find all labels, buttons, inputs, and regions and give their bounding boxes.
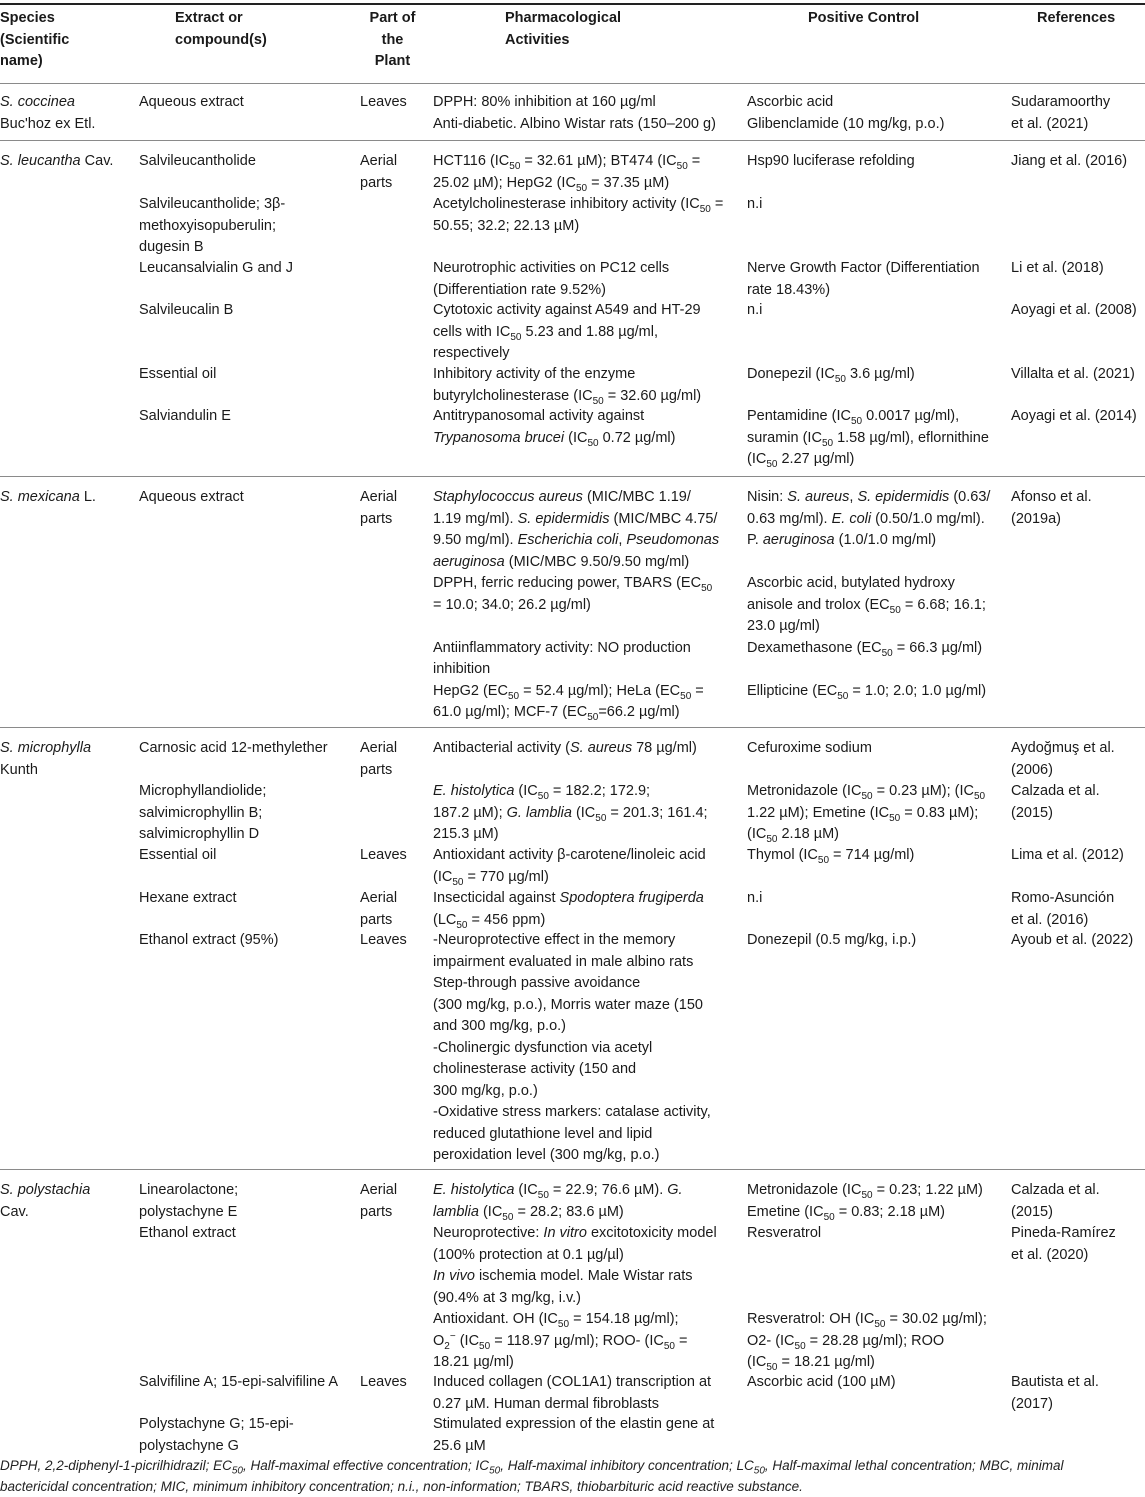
divider: [0, 83, 1145, 84]
extract-cell: Aqueous extract: [139, 94, 244, 110]
activity-cell: Staphylococcus aureus (MIC/MBC 1.19/ 1.19 mg/ml). S. epidermidis (MIC/MBC 4.75/ 9.50 mg/ml). Escherichia coli, Pseudomonas aeruginosa (MIC/MBC 9.50/9.50 mg/ml) DPPH, ferric reducing power, TBARS ($EC_{50}$ = 10.0; 34.0; 26.2 µg/ml) Antiinflammatory activity: NO production inhibition HepG2 ($EC_{50} = 52.4$ µg/ml); HeLa ($EC_{50}$ = 61.0 µg/ml); MCF-7 ($EC_{50}=66.2$ µg/ml): [433, 489, 720, 723]
activity-cell: Neurotrophic activities on PC12 cells (Differentiation rate 9.52%): [433, 260, 670, 298]
reference-cell: Aoyagi et al. (2014): [1011, 408, 1137, 424]
extract-cell: Essential oil: [139, 366, 217, 382]
extract-cell: Microphyllandiolide; salvimicrophyllin B; salvimicrophyllin D: [139, 783, 267, 842]
header-species: Species (Scientific name): [0, 10, 70, 69]
divider: [0, 140, 1145, 141]
extract-cell: Ethanol extract (95%): [139, 932, 279, 948]
activity-cell: Inhibitory activity of the enzyme butyrylcholinesterase ($IC_{50} = 32.60$ µg/ml): [433, 366, 702, 407]
extract-cell: Salvileucantholide; 3β- methoxyisopuberulin; dugesin B: [139, 196, 286, 255]
header-control: Positive Control: [808, 10, 920, 26]
extract-cell: Salvifiline A; 15-epi-salvifiline A: [139, 1374, 339, 1390]
positive-control-cell: n.i: [747, 302, 763, 318]
positive-control-cell: Thymol ($IC_{50} = 714$ µg/ml): [747, 847, 915, 866]
plant-part-cell: Aerial parts: [360, 740, 398, 778]
reference-cell: Ayoub et al. (2022): [1011, 932, 1134, 948]
species-cell: S. microphylla Kunth: [0, 740, 92, 778]
divider: [0, 476, 1145, 477]
header-part: Part of the Plant: [369, 10, 416, 69]
positive-control-cell: n.i: [747, 890, 763, 906]
activity-cell: HCT116 ($IC_{50} = 32.61$ µM); BT474 ($IC_{50}$ = 25.02 µM); HepG2 ($IC_{50} = 37.35$ µM): [433, 153, 701, 194]
extract-cell: Linearolactone; polystachyne E: [139, 1182, 239, 1220]
positive-control-cell: Nerve Growth Factor (Differentiation rate 18.43%): [747, 260, 980, 298]
reference-cell: Sudaramoorthy et al. (2021): [1011, 94, 1111, 132]
divider: [0, 727, 1145, 728]
plant-part-cell: Aerial parts: [360, 890, 398, 928]
extract-cell: Aqueous extract: [139, 489, 244, 505]
plant-part-cell: Leaves: [360, 932, 407, 948]
positive-control-cell: Hsp90 luciferase refolding: [747, 153, 915, 169]
plant-part-cell: Leaves: [360, 847, 407, 863]
extract-cell: Ethanol extract: [139, 1225, 236, 1241]
reference-cell: Calzada et al. (2015): [1011, 1182, 1100, 1220]
positive-control-cell: Pentamidine ($IC_{50}$ 0.0017 µg/ml), suramin ($IC_{50}$ 1.58 µg/ml), eflornithine ($IC_{50}$ 2.27 µg/ml): [747, 408, 989, 470]
plant-part-cell: Aerial parts: [360, 489, 398, 527]
reference-cell: Jiang et al. (2016): [1011, 153, 1128, 169]
positive-control-cell: Donezepil (0.5 mg/kg, i.p.): [747, 932, 917, 948]
activity-cell: Cytotoxic activity against A549 and HT-29 cells with $IC_{50}$ 5.23 and 1.88 µg/ml, respectively: [433, 302, 701, 361]
header-activities: Pharmacological Activities: [505, 10, 622, 48]
positive-control-cell: Nisin: S. aureus, S. epidermidis (0.63/ 0.63 mg/ml). E. coli (0.50/1.0 mg/ml). P. aeruginosa (1.0/1.0 mg/ml) Ascorbic acid, butylated hydroxy anisole and trolox ($EC_{50} = 6.68$; 16.1; 23.0 µg/ml) Dexamethasone ($EC_{50} = 66.3$ µg/ml) Ellipticine ($EC_{50} = 1.0$; 2.0; 1.0 µg/ml): [747, 489, 991, 702]
species-cell: S. polystachia Cav.: [0, 1182, 91, 1220]
activity-cell: -Neuroprotective effect in the memory impairment evaluated in male albino rats Step-through passive avoidance (300 mg/kg, p.o.), Morris water maze (150 and 300 mg/kg, p.o.) -Cholinergic dysfunction via acetyl cholinesterase activity (150 and 300 mg/kg, p.o.) -Oxidative stress markers: catalase activity, reduced glutathione level and lipid peroxidation level (300 mg/kg, p.o.): [433, 932, 711, 1163]
table-footnote: DPPH, 2,2-diphenyl-1-picrilhidrazil; $EC_{50}$, Half-maximal effective concentration; $IC_{50}$, Half-maximal inhibitory concentration; $LC_{50}$, Half-maximal lethal concentration; MBC, minimal bactericidal concentration; MIC, minimum inhibitory concentration; n.i., non-information; TBARS, thiobarbituric acid reactive substance.: [0, 1458, 1064, 1494]
activity-cell: Insecticidal against Spodoptera frugiperda ($LC_{50} = 456$ ppm): [433, 890, 704, 931]
plant-part-cell: Aerial parts: [360, 153, 398, 191]
positive-control-cell: Metronidazole ($IC_{50} = 0.23$; 1.22 µM) Emetine ($IC_{50} = 0.83$; 2.18 µM): [747, 1182, 983, 1223]
extract-cell: Leucansalvialin G and J: [139, 260, 293, 276]
extract-cell: Salviandulin E: [139, 408, 231, 424]
reference-cell: Bautista et al. (2017): [1011, 1374, 1099, 1412]
positive-control-cell: Ascorbic acid Glibenclamide (10 mg/kg, p.o.): [747, 94, 945, 132]
reference-cell: Lima et al. (2012): [1011, 847, 1124, 863]
header-extract: Extract or compound(s): [175, 10, 267, 48]
extract-cell: Salvileucantholide: [139, 153, 256, 169]
species-cell: S. mexicana L.: [0, 489, 96, 505]
activity-cell: Antitrypanosomal activity against Trypanosoma brucei ($IC_{50}$ 0.72 µg/ml): [433, 408, 676, 449]
activity-cell: DPPH: 80% inhibition at 160 µg/ml Anti-diabetic. Albino Wistar rats (150–200 g): [433, 94, 716, 132]
activity-cell: Acetylcholinesterase inhibitory activity ($IC_{50}$ = 50.55; 32.2; 22.13 µM): [433, 196, 724, 234]
reference-cell: Li et al. (2018): [1011, 260, 1104, 276]
plant-part-cell: Aerial parts: [360, 1182, 398, 1220]
species-cell: S. leucantha Cav.: [0, 153, 114, 169]
positive-control-cell: n.i: [747, 196, 763, 212]
extract-cell: Polystachyne G; 15-epi- polystachyne G: [139, 1416, 294, 1454]
activity-cell: Stimulated expression of the elastin gene at 25.6 µM: [433, 1416, 715, 1454]
activity-cell: E. histolytica ($IC_{50} = 22.9$; 76.6 µM). G. lamblia ($IC_{50} = 28.2$; 83.6 µM): [433, 1182, 683, 1223]
activity-cell: Neuroprotective: In vitro excitotoxicity model (100% protection at 0.1 µg/µl) In vivo ischemia model. Male Wistar rats (90.4% at 3 mg/kg, i.v.) Antioxidant. OH ($IC_{50} = 154.18$ µg/ml); $O_2^-$ ($IC_{50} = 118.97$ µg/ml); ROO- ($IC_{50}$ = 18.21 µg/ml): [433, 1225, 717, 1370]
plant-part-cell: Leaves: [360, 94, 407, 110]
table-top-rule: [0, 3, 1145, 5]
species-cell: S. coccinea Buc'hoz ex Etl.: [0, 94, 96, 132]
reference-cell: Romo-Asunción et al. (2016): [1011, 890, 1115, 928]
reference-cell: Villalta et al. (2021): [1011, 366, 1135, 382]
activity-cell: Antioxidant activity β-carotene/linoleic acid ($IC_{50} = 770$ µg/ml): [433, 847, 706, 888]
positive-control-cell: Ascorbic acid (100 µM): [747, 1374, 896, 1390]
reference-cell: Pineda-Ramírez et al. (2020): [1011, 1225, 1116, 1263]
reference-cell: Aydoğmuş et al. (2006): [1011, 740, 1115, 778]
activity-cell: Antibacterial activity (S. aureus 78 µg/ml): [433, 740, 697, 756]
reference-cell: Calzada et al. (2015): [1011, 783, 1100, 821]
positive-control-cell: Donepezil ($IC_{50}$ 3.6 µg/ml): [747, 366, 915, 385]
positive-control-cell: Resveratrol Resveratrol: OH ($IC_{50} = 30.02$ µg/ml); O2- ($IC_{50} = 28.28$ µg/ml); ROO ($IC_{50} = 18.21$ µg/ml): [747, 1225, 987, 1373]
extract-cell: Hexane extract: [139, 890, 237, 906]
header-references: References: [1037, 10, 1116, 26]
extract-cell: Salvileucalin B: [139, 302, 234, 318]
extract-cell: Essential oil: [139, 847, 217, 863]
positive-control-cell: Metronidazole ($IC_{50} = 0.23$ µM); ($IC_{50}$ 1.22 µM); Emetine ($IC_{50} = 0.83$ µM); ($IC_{50}$ 2.18 µM): [747, 783, 986, 845]
activity-cell: E. histolytica ($IC_{50} = 182.2$; 172.9; 187.2 µM); G. lamblia ($IC_{50} = 201.3$; 161.4; 215.3 µM): [433, 783, 708, 842]
reference-cell: Afonso et al. (2019a): [1011, 489, 1092, 527]
positive-control-cell: Cefuroxime sodium: [747, 740, 872, 756]
plant-part-cell: Leaves: [360, 1374, 407, 1390]
reference-cell: Aoyagi et al. (2008): [1011, 302, 1137, 318]
activity-cell: Induced collagen (COL1A1) transcription at 0.27 µM. Human dermal fibroblasts: [433, 1374, 712, 1412]
extract-cell: Carnosic acid 12-methylether: [139, 740, 328, 756]
divider: [0, 1169, 1145, 1170]
